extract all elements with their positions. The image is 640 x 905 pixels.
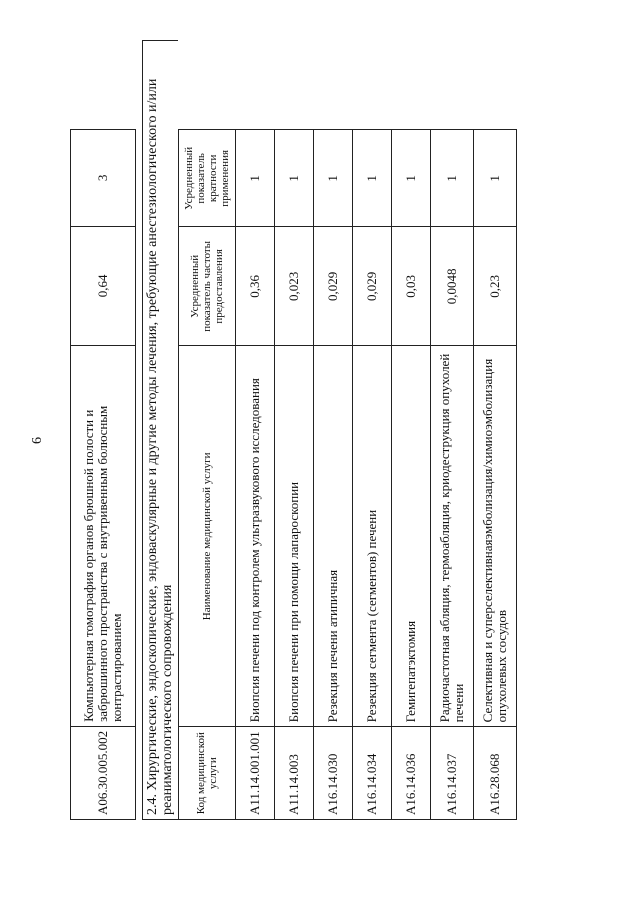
cell-name: Резекция сегмента (сегментов) печени	[353, 346, 392, 727]
table-row	[71, 129, 136, 819]
header-code: Код медицинской услуги	[179, 727, 236, 820]
cell-name: Компьютерная томография органов брюшной полости и забрюшинного пространства с внутривенным болюсным контрастированием	[71, 345, 136, 726]
cell-code: A16.14.034	[353, 727, 392, 820]
cell-multiplicity: 1	[392, 130, 431, 227]
table-row	[314, 130, 353, 820]
cell-multiplicity: 1	[353, 130, 392, 227]
cell-frequency: 0,023	[275, 227, 314, 346]
section-title: 2.4. Хирургические, эндоскопические, эндоваскулярные и другие методы лечения, требующие анестезиологического и/или реаниматологического сопровождения	[142, 40, 178, 820]
cell-frequency: 0,029	[314, 227, 353, 346]
top-table	[70, 129, 136, 820]
cell-code: A16.28.068	[474, 727, 517, 820]
cell-frequency: 0,0048	[431, 227, 474, 346]
cell-multiplicity: 1	[314, 130, 353, 227]
table-row	[275, 130, 314, 820]
table-row	[236, 130, 275, 820]
cell-frequency: 0,36	[236, 227, 275, 346]
cell-frequency: 0,029	[353, 227, 392, 346]
cell-multiplicity: 1	[474, 130, 517, 227]
cell-code: A11.14.001.001	[236, 727, 275, 820]
header-name: Наименование медицинской услуги	[179, 346, 236, 727]
cell-multiplicity: 1	[431, 130, 474, 227]
table-row	[431, 130, 474, 820]
cell-name: Гемигепатэктомия	[392, 346, 431, 727]
cell-name: Биопсия печени при помощи лапароскопии	[275, 346, 314, 727]
header-frequency: Усредненный показатель частоты предоставления	[179, 227, 236, 346]
table-row	[474, 130, 517, 820]
cell-multiplicity: 1	[236, 130, 275, 227]
cell-code: A16.14.030	[314, 727, 353, 820]
cell-code: A16.14.036	[392, 727, 431, 820]
cell-name: Биопсия печени под контролем ультразвукового исследования	[236, 346, 275, 727]
cell-code: A11.14.003	[275, 727, 314, 820]
cell-name: Радиочастотная абляция, термоабляция, криодеструкция опухолей печени	[431, 346, 474, 727]
page-number: 6	[30, 437, 45, 444]
header-multiplicity: Усредненный показатель кратности применения	[179, 130, 236, 227]
cell-frequency: 0,03	[392, 227, 431, 346]
table-header-row	[179, 130, 236, 820]
cell-name: Резекция печени атипичная	[314, 346, 353, 727]
rotated-document	[70, 40, 509, 820]
services-table	[178, 129, 517, 820]
cell-code: A16.14.037	[431, 727, 474, 820]
cell-code: A06.30.005.002	[71, 726, 136, 819]
cell-multiplicity: 3	[71, 129, 136, 226]
table-row	[353, 130, 392, 820]
cell-name: Селективная и суперселективнаяэмболизация/химиоэмболизация опухолевых сосудов	[474, 346, 517, 727]
table-row	[392, 130, 431, 820]
cell-frequency: 0,64	[71, 226, 136, 345]
cell-multiplicity: 1	[275, 130, 314, 227]
cell-frequency: 0,23	[474, 227, 517, 346]
